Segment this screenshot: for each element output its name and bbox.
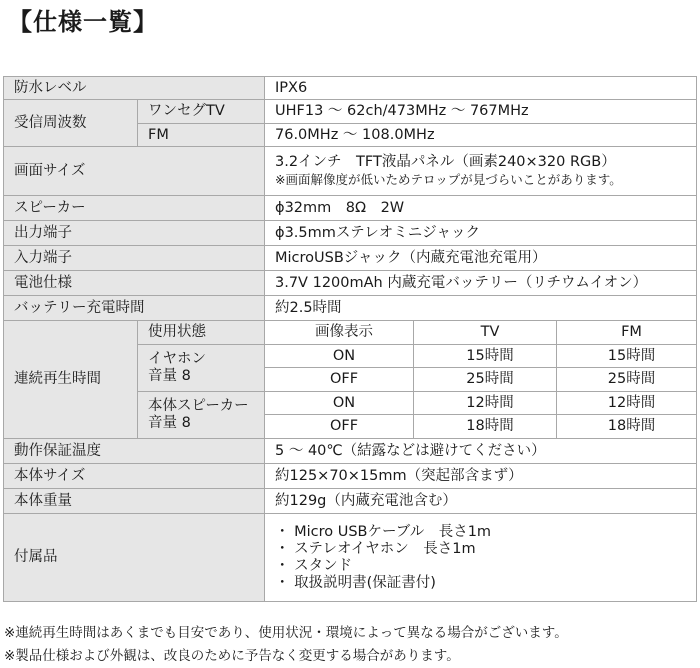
row-value-waterproof: IPX6 — [265, 77, 697, 100]
table-row — [4, 464, 697, 489]
footnote: ※製品仕様および外観は、改良のために予告なく変更する場合があります。 — [4, 648, 460, 664]
list-item: ・ ステレオイヤホン 長さ1m — [275, 540, 476, 557]
row-value-screen-size — [265, 147, 697, 196]
cell-speaker-on-fm: 12時間 — [557, 392, 697, 415]
usage-earphone-line1: イヤホン — [148, 351, 206, 367]
screen-size-value: 3.2インチ TFT液晶パネル（画素240×320 RGB） — [275, 154, 616, 170]
cell-speaker-on-screen: ON — [265, 392, 414, 415]
usage-speaker — [138, 392, 265, 439]
screen-size-note: ※画面解像度が低いためテロップが見づらいことがあります。 — [275, 172, 622, 187]
header-fm: FM — [557, 321, 697, 345]
table-row — [4, 246, 697, 271]
spec-table — [3, 76, 697, 602]
row-value-oneseg: UHF13 ～ 62ch/473MHz ～ 767MHz — [265, 100, 697, 124]
list-item: ・ スタンド — [275, 557, 353, 574]
usage-earphone-line2: 音量 8 — [148, 368, 191, 384]
row-value-temperature: 5 ～ 40℃（結露などは避けてください） — [265, 439, 697, 464]
header-tv: TV — [414, 321, 557, 345]
cell-speaker-off-tv: 18時間 — [414, 415, 557, 439]
sub-label-fm: FM — [138, 124, 265, 147]
table-row — [4, 100, 697, 124]
row-value-input: MicroUSBジャック（内蔵充電池充電用） — [265, 246, 697, 271]
list-item: ・ Micro USBケーブル 長さ1m — [275, 523, 492, 540]
cell-speaker-on-tv: 12時間 — [414, 392, 557, 415]
cell-earphone-on-screen: ON — [265, 345, 414, 368]
row-label-screen-size: 画面サイズ — [4, 147, 265, 196]
table-row — [4, 439, 697, 464]
row-label-speaker: スピーカー — [4, 196, 265, 221]
table-row — [4, 296, 697, 321]
table-row — [4, 514, 697, 602]
row-value-speaker: ϕ32mm 8Ω 2W — [265, 196, 697, 221]
table-row — [4, 196, 697, 221]
row-label-accessories: 付属品 — [4, 514, 265, 602]
accessories-list — [265, 514, 697, 602]
row-label-battery: 電池仕様 — [4, 271, 265, 296]
row-label-charge-time: バッテリー充電時間 — [4, 296, 265, 321]
cell-earphone-off-tv: 25時間 — [414, 368, 557, 392]
row-label-size: 本体サイズ — [4, 464, 265, 489]
row-value-battery: 3.7V 1200mAh 内蔵充電バッテリー（リチウムイオン） — [265, 271, 697, 296]
row-label-input: 入力端子 — [4, 246, 265, 271]
cell-earphone-off-fm: 25時間 — [557, 368, 697, 392]
row-label-reception: 受信周波数 — [4, 100, 138, 147]
table-row — [4, 221, 697, 246]
table-row — [4, 147, 697, 196]
row-label-output: 出力端子 — [4, 221, 265, 246]
row-value-fm: 76.0MHz ～ 108.0MHz — [265, 124, 697, 147]
row-value-weight: 約129g（内蔵充電池含む） — [265, 489, 697, 514]
row-label-playback: 連続再生時間 — [4, 321, 138, 439]
row-label-waterproof: 防水レベル — [4, 77, 265, 100]
row-label-weight: 本体重量 — [4, 489, 265, 514]
footnotes — [4, 622, 568, 668]
usage-earphone — [138, 345, 265, 392]
header-screen: 画像表示 — [265, 321, 414, 345]
page-title: 【仕様一覧】 — [8, 8, 158, 36]
table-row — [4, 321, 697, 345]
cell-earphone-off-screen: OFF — [265, 368, 414, 392]
cell-earphone-on-tv: 15時間 — [414, 345, 557, 368]
usage-speaker-line1: 本体スピーカー — [148, 398, 249, 414]
row-value-size: 約125×70×15mm（突起部含まず） — [265, 464, 697, 489]
row-label-temperature: 動作保証温度 — [4, 439, 265, 464]
sub-label-oneseg: ワンセグTV — [138, 100, 265, 124]
list-item: ・ 取扱説明書(保証書付) — [275, 574, 436, 591]
cell-speaker-off-fm: 18時間 — [557, 415, 697, 439]
row-value-output: ϕ3.5mmステレオミニジャック — [265, 221, 697, 246]
table-row — [4, 271, 697, 296]
usage-speaker-line2: 音量 8 — [148, 415, 191, 431]
table-row — [4, 489, 697, 514]
cell-speaker-off-screen: OFF — [265, 415, 414, 439]
row-value-charge-time: 約2.5時間 — [265, 296, 697, 321]
table-row — [4, 77, 697, 100]
cell-earphone-on-fm: 15時間 — [557, 345, 697, 368]
footnote: ※連続再生時間はあくまでも目安であり、使用状況・環境によって異なる場合がございます。 — [4, 625, 568, 641]
header-usage: 使用状態 — [138, 321, 265, 345]
